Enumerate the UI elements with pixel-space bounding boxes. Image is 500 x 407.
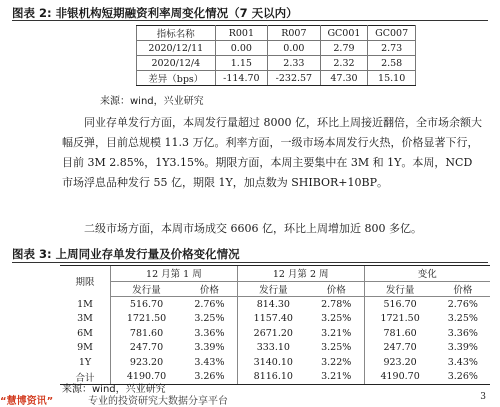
group-header-row [60, 266, 490, 282]
title1-rule [12, 20, 488, 21]
table-cell: 2671.20 [237, 326, 309, 341]
table-cell: 247.70 [111, 341, 183, 356]
table-cell: 2.78% [321, 298, 352, 310]
table-cell: 3.43% [447, 356, 478, 368]
group-header-change: 变化 [364, 266, 490, 282]
table-cell: 3140.10 [237, 355, 309, 370]
table-cell: 2020/12/4 [137, 56, 216, 71]
table-cell: 2.79 [320, 41, 368, 56]
table-cell: 3.21% [321, 327, 352, 339]
sub-header-cell: 价格 [436, 281, 490, 297]
header-cell: R001 [215, 26, 268, 41]
sub-header-row [60, 281, 490, 297]
table-cell: 差异（bps） [137, 71, 216, 86]
ncd-issuance-table [60, 265, 490, 385]
sub-header-cell: 价格 [182, 281, 237, 297]
watermark-text: 专业的投资研究大数据分享平台 [88, 396, 228, 407]
table-cell: 781.60 [364, 326, 436, 341]
table2-source: 来源：wind，兴业研究 [62, 384, 166, 395]
table-cell: 3.26% [182, 370, 237, 385]
table-cell: 247.70 [364, 341, 436, 356]
table-cell: 3.36% [194, 327, 225, 339]
table-cell: 15.10 [368, 71, 416, 86]
table-cell: 1Y [78, 356, 92, 368]
table-cell: 1721.50 [364, 312, 436, 327]
sub-header-cell: 发行量 [111, 281, 183, 297]
title2-rule [12, 262, 488, 263]
table-cell: 3.22% [321, 356, 352, 368]
table-cell: 3.25% [194, 313, 225, 325]
table-cell: 333.10 [237, 341, 309, 356]
table-row [60, 355, 490, 370]
table-cell: 814.30 [237, 297, 309, 312]
table-cell: 1.15 [215, 56, 268, 71]
table-row [60, 297, 490, 312]
table-cell: 3.25% [321, 342, 352, 354]
table-cell: 6M [77, 327, 93, 339]
header-cell: R007 [268, 26, 321, 41]
table-cell: 2.76% [447, 298, 478, 310]
table-cell: 2.58 [368, 56, 416, 71]
table-cell: 9M [77, 342, 93, 354]
table-cell: 3.43% [194, 356, 225, 368]
table-cell: 4190.70 [364, 370, 436, 385]
table-cell: 0.00 [215, 41, 268, 56]
paragraph-issuance: 同业存单发行方面，本周发行量超过 8000 亿，环比上周接近翻倍，全市场余额大幅反弹，目前总规模 11.3 万亿。利率方面，一级市场本周发行火热，价格显著下行，目前 3M 2.85%，1Y3.15%。期限方面，本周主要集中在 3M 和 1Y。本周，NCD 市场浮息品种发行 55 亿，期限 1Y，加点数为 SHIBOR+10BP。 [62, 116, 482, 189]
page-number: 3 [480, 392, 486, 402]
table-cell: 4190.70 [111, 370, 183, 385]
table-header-row [137, 26, 416, 41]
table-cell: 2.73 [368, 41, 416, 56]
header-cell: 指标名称 [137, 26, 216, 41]
watermark-brand: “慧博资讯” [0, 396, 54, 407]
table-cell: 0.00 [268, 41, 321, 56]
table-cell: 516.70 [364, 297, 436, 312]
sub-header-cell: 价格 [309, 281, 364, 297]
table-cell: 3.25% [321, 313, 352, 325]
sub-header-cell: 发行量 [364, 281, 436, 297]
table-cell: 3.25% [447, 313, 478, 325]
table-cell: 2.33 [268, 56, 321, 71]
group-header-week1: 12 月第 1 周 [111, 266, 238, 282]
table-cell: 923.20 [364, 355, 436, 370]
table-cell: 1721.50 [111, 312, 183, 327]
table-cell: 3M [77, 313, 93, 325]
table-row [60, 326, 490, 341]
period-header: 期限 [60, 266, 111, 297]
table-row [137, 41, 416, 56]
table-cell: 47.30 [320, 71, 368, 86]
table-cell: 3.39% [194, 342, 225, 354]
table-cell: -114.70 [215, 71, 268, 86]
sub-header-cell: 发行量 [237, 281, 309, 297]
table-cell: 3.36% [447, 327, 478, 339]
table-cell: 3.26% [436, 370, 490, 385]
table-cell: 2.76% [194, 298, 225, 310]
table-row [137, 56, 416, 71]
table-cell: 923.20 [111, 355, 183, 370]
header-cell: GC007 [368, 26, 416, 41]
table-cell: 781.60 [111, 326, 183, 341]
table-cell: 3.39% [447, 342, 478, 354]
table2-title: 图表 3: 上周同业存单发行量及价格变化情况 [12, 247, 240, 261]
table-cell: 1157.40 [237, 312, 309, 327]
table-row [60, 312, 490, 327]
table-cell: 516.70 [111, 297, 183, 312]
table-cell: 2.32 [320, 56, 368, 71]
table-cell: 合计 [60, 370, 111, 385]
table-cell: 2020/12/11 [137, 41, 216, 56]
table1-source: 来源：wind，兴业研究 [100, 96, 204, 107]
table-cell: 1M [77, 298, 93, 310]
table-cell: 3.21% [309, 370, 364, 385]
table-row [137, 71, 416, 86]
paragraph-secondary: 二级市场方面，本周市场成交 6606 亿，环比上周增加近 800 多亿。 [84, 222, 422, 235]
header-cell: GC001 [320, 26, 368, 41]
table-cell: -232.57 [268, 71, 321, 86]
table1-title: 图表 2: 非银机构短期融资利率周变化情况（7 天以内） [12, 6, 298, 20]
table-row [60, 341, 490, 356]
table-cell: 8116.10 [237, 370, 309, 385]
rate-table [136, 25, 416, 86]
group-header-week2: 12 月第 2 周 [237, 266, 364, 282]
